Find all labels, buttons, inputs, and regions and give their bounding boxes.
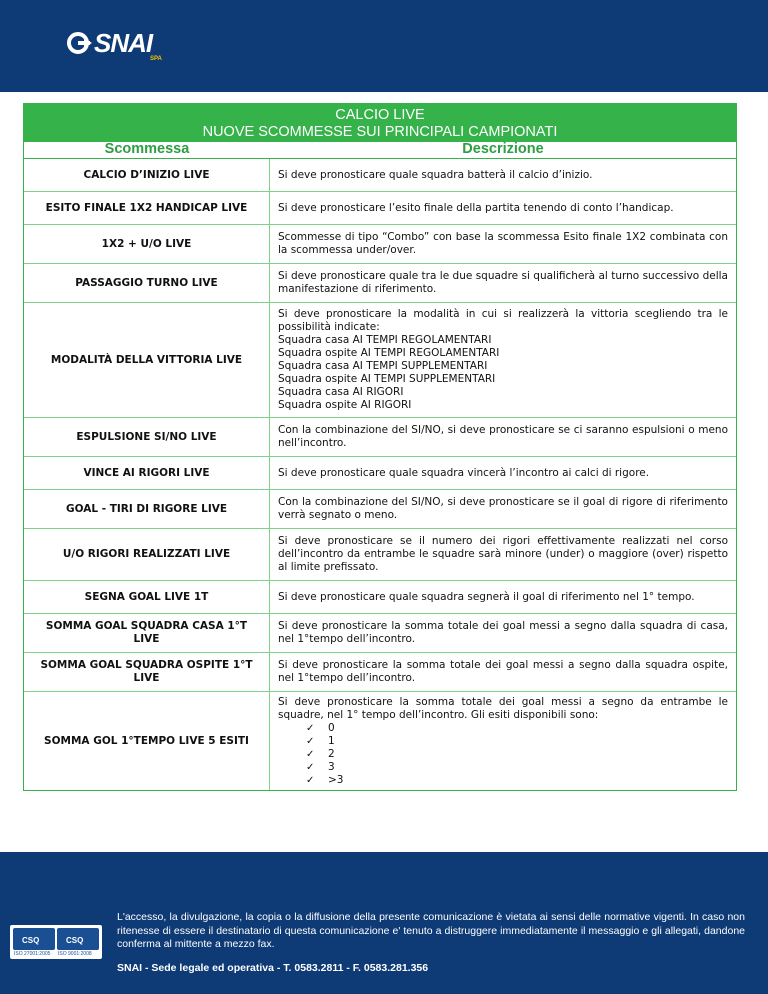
- bet-name: SEGNA GOAL LIVE 1T: [24, 581, 270, 613]
- title-line-2: NUOVE SCOMMESSE SUI PRINCIPALI CAMPIONATI: [202, 124, 558, 140]
- description-line: Squadra casa AI RIGORI: [278, 386, 404, 398]
- bet-name: ESITO FINALE 1X2 HANDICAP LIVE: [24, 192, 270, 224]
- checkmark-icon: ✓: [306, 748, 315, 760]
- bet-name: U/O RIGORI REALIZZATI LIVE: [24, 529, 270, 580]
- bet-name: SOMMA GOAL SQUADRA CASA 1°T LIVE: [24, 614, 270, 652]
- description-line: Si deve pronosticare la somma totale dei goal messi a segno dalla squadra di casa, nel 1°tempo dell’incontro.: [278, 620, 728, 645]
- table-row: [24, 490, 736, 529]
- checkmark-icon: ✓: [306, 761, 315, 773]
- description-line: Si deve pronosticare la somma totale dei goal messi a segno da entrambe le squadre, nel 1° tempo dell’incontro. Gli esiti disponibili sono:: [278, 695, 728, 721]
- bet-description: [270, 581, 736, 613]
- description-line: Squadra casa AI TEMPI SUPPLEMENTARI: [278, 360, 488, 372]
- svg-text:SPA: SPA: [150, 56, 162, 62]
- bet-name: CALCIO D’INIZIO LIVE: [24, 159, 270, 191]
- checkmark-icon: ✓: [306, 722, 315, 734]
- snai-logo: [64, 26, 184, 64]
- outcome-list: [306, 722, 728, 787]
- bet-description: [270, 418, 736, 456]
- table-row: [24, 457, 736, 490]
- outcome-value: 3: [328, 760, 335, 773]
- table-row: [24, 303, 736, 418]
- bet-name: VINCE AI RIGORI LIVE: [24, 457, 270, 489]
- bet-name: ESPULSIONE SI/NO LIVE: [24, 418, 270, 456]
- table-row: [24, 653, 736, 692]
- svg-text:SNAI: SNAI: [94, 28, 153, 58]
- table-row: [24, 192, 736, 225]
- outcome-item: [306, 761, 728, 774]
- description-line: Si deve pronosticare quale squadra segnerà il goal di riferimento nel 1° tempo.: [278, 590, 695, 603]
- bet-description: [270, 529, 736, 580]
- table-row: [24, 529, 736, 581]
- header-band: [0, 0, 768, 92]
- outcome-value: 1: [328, 734, 335, 747]
- table-row: [24, 581, 736, 614]
- checkmark-icon: ✓: [306, 774, 315, 786]
- bet-name: PASSAGGIO TURNO LIVE: [24, 264, 270, 302]
- description-line: Con la combinazione del SI/NO, si deve pronosticare se ci saranno espulsioni o meno nell’incontro.: [278, 424, 728, 449]
- table-body: [24, 159, 736, 790]
- bet-name: SOMMA GOL 1°TEMPO LIVE 5 ESITI: [24, 692, 270, 790]
- description-line: Si deve pronosticare la modalità in cui si realizzerà la vittoria scegliendo tra le possibilità indicate:: [278, 308, 728, 333]
- badge-left-label: ISO 27001:2005: [14, 951, 51, 957]
- description-line: Si deve pronosticare quale squadra batterà il calcio d’inizio.: [278, 168, 593, 181]
- table-row: [24, 614, 736, 653]
- description-line: Squadra ospite AI TEMPI REGOLAMENTARI: [278, 347, 500, 359]
- table-row: [24, 225, 736, 264]
- outcome-value: 2: [328, 747, 335, 760]
- column-header-descrizione: Descrizione: [462, 141, 544, 157]
- description-line: Squadra ospite AI RIGORI: [278, 399, 412, 411]
- column-header-scommessa: Scommessa: [104, 141, 190, 157]
- table-row: [24, 692, 736, 790]
- outcome-value: 0: [328, 721, 335, 734]
- csq-logo-left: CSQ: [13, 928, 55, 950]
- description-line: Con la combinazione del SI/NO, si deve pronosticare se il goal di rigore di riferimento verrà segnato o meno.: [278, 496, 728, 521]
- csq-logo-right: CSQ: [57, 928, 99, 950]
- checkmark-icon: ✓: [306, 735, 315, 747]
- bet-description: [270, 614, 736, 652]
- bets-table: [23, 103, 737, 791]
- outcome-value: >3: [328, 773, 344, 786]
- bet-name: 1X2 + U/O LIVE: [24, 225, 270, 263]
- bet-description: [270, 653, 736, 691]
- disclaimer-text: L'accesso, la divulgazione, la copia o la diffusione della presente comunicazione è vietata ai sensi delle normative vigenti. In caso non ritenesse di essere il destinatario di questa comunicazione e' tenuto a distruggere immediatamente il messaggio e gli allegati, dandone conferma al mittente a mezzo fax.: [117, 911, 745, 950]
- table-row: [24, 418, 736, 457]
- title-line-1: CALCIO LIVE: [335, 107, 425, 123]
- outcome-item: [306, 722, 728, 735]
- badge-right-label: ISO 9001:2008: [58, 951, 92, 957]
- bet-name: MODALITÀ DELLA VITTORIA LIVE: [24, 303, 270, 417]
- bet-description: [270, 192, 736, 224]
- outcome-item: [306, 748, 728, 761]
- table-row: [24, 264, 736, 303]
- description-line: Si deve pronosticare se il numero dei rigori effettivamente realizzati nel corso dell’incontro da entrambe le squadre sarà minore (under) o maggiore (over) rispetto al limite prefissato.: [278, 535, 728, 573]
- outcome-item: [306, 735, 728, 748]
- bet-description: [270, 692, 736, 790]
- description-line: Si deve pronosticare la somma totale dei goal messi a segno dalla squadra ospite, nel 1°tempo dell’incontro.: [278, 659, 728, 684]
- outcome-item: [306, 774, 728, 787]
- table-row: [24, 159, 736, 192]
- company-contact-line: SNAI - Sede legale ed operativa - T. 0583.2811 - F. 0583.281.356: [117, 962, 429, 974]
- column-headers: [24, 142, 736, 159]
- description-line: Si deve pronosticare quale squadra vincerà l’incontro ai calci di rigore.: [278, 466, 650, 479]
- bet-name: SOMMA GOAL SQUADRA OSPITE 1°T LIVE: [24, 653, 270, 691]
- bet-description: [270, 264, 736, 302]
- bet-description: [270, 303, 736, 417]
- description-line: Si deve pronosticare quale tra le due squadre si qualificherà al turno successivo della manifestazione di riferimento.: [278, 270, 728, 295]
- description-line: Si deve pronosticare l’esito finale della partita tenendo di conto l’handicap.: [278, 201, 674, 214]
- bet-description: [270, 490, 736, 528]
- description-line: Squadra casa AI TEMPI REGOLAMENTARI: [278, 334, 492, 346]
- certification-badge: [10, 925, 102, 959]
- bet-name: GOAL - TIRI DI RIGORE LIVE: [24, 490, 270, 528]
- bet-description: [270, 457, 736, 489]
- table-title: [24, 104, 736, 142]
- bet-description: [270, 225, 736, 263]
- description-line: Scommesse di tipo “Combo” con base la scommessa Esito finale 1X2 combinata con la scommessa under/over.: [278, 231, 728, 256]
- description-line: Squadra ospite AI TEMPI SUPPLEMENTARI: [278, 373, 496, 385]
- bet-description: [270, 159, 736, 191]
